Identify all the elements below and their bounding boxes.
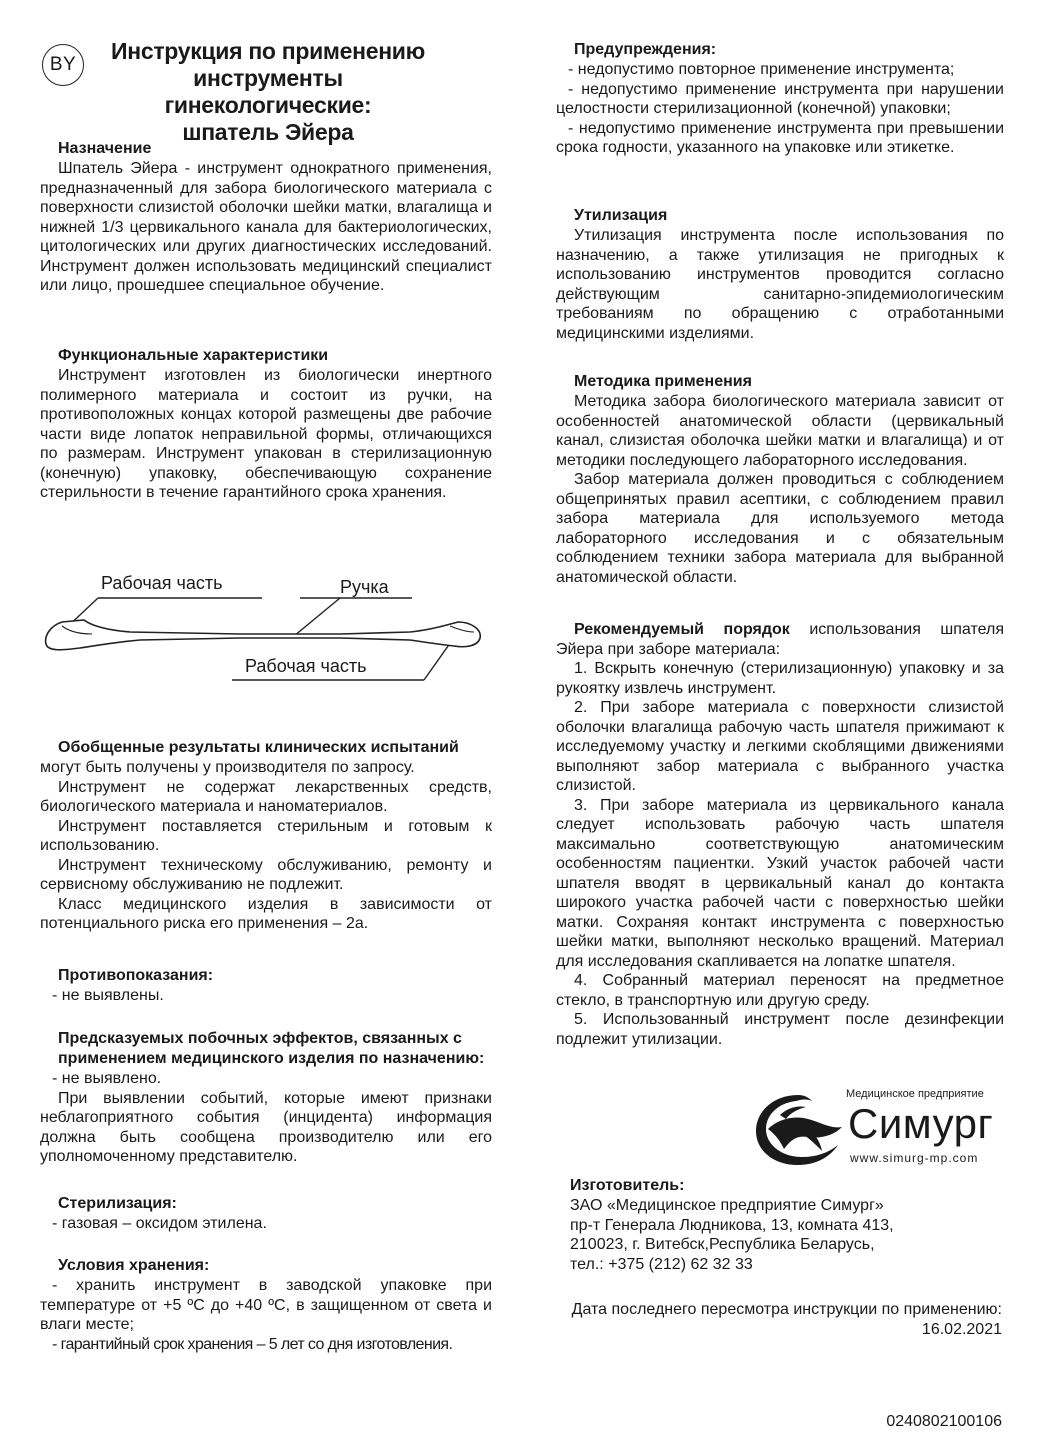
revision-date: 16.02.2021 [921, 1321, 1002, 1338]
side-effects-text-1: - не выявлено. [52, 1070, 162, 1087]
simurg-bird-icon [750, 1089, 846, 1169]
clinical-heading: Обобщенные результаты клинических испытаний [58, 739, 459, 756]
order-step-4: 4. Собранный материал переносят на предметное стекло, в транспортную или другую среду. [556, 972, 1004, 1009]
section-manufacturer [570, 1176, 990, 1274]
order-heading: Рекомендуемый порядок [574, 621, 790, 638]
order-step-2: 2. При заборе материала с поверхности слизистой оболочки влагалища рабочую часть шпателя прижимают к исследуемому участку и легкими скоблящими движениями выполняют забор материала с выбранного участка слизистой. [556, 699, 1004, 794]
section-clinical [40, 738, 492, 934]
section-disposal [556, 206, 1004, 343]
contraindications-text: - не выявлены. [52, 987, 164, 1004]
label-work-part-top: Рабочая часть [101, 573, 223, 593]
storage-text-1: - хранить инструмент в заводской упаковке при температуре от +5 ºС до +40 ºС, в защищенном от света и влаги месте; [40, 1277, 492, 1333]
section-purpose [40, 139, 492, 296]
functional-text: Инструмент изготовлен из биологически инертного полимерного материала и состоит из ручки, на противоположных концах которой размещены две рабочие части виде лопаток неправильной формы, отличающихся по размерам. Инструмент упакован в стерилизационную (конечную) упаковку, обеспечивающую сохранение стерильности в течение гарантийного срока хранения. [40, 367, 492, 501]
sterilization-heading: Стерилизация: [58, 1195, 177, 1212]
logo-url: www.simurg-mp.com [850, 1151, 979, 1165]
method-heading: Методика применения [574, 373, 752, 390]
warnings-text-1: - недопустимо повторное применение инструмента; [568, 61, 955, 78]
order-step-3: 3. При заборе материала из цервикального канала следует использовать рабочую часть шпателя максимально соответствующую анатомическим особенностям пациентки. Узкий участок рабочей части шпателя вводят в цервикальный канал до контакта широкого участка рабочей части с поверхностью шейки матки. Сохраняя контакт инструмента с поверхностью шейки матки, выполняют несколько вращений. Материал для исследования скапливается на лопатке шпателя. [556, 796, 1004, 970]
method-text-2: Забор материала должен проводиться с соблюдением общепринятых правил асептики, с соблюдением правил забора материала для используемого метода лабораторного исследования и с обязательным соблюдением техники забора материала для выбранной анатомической области. [556, 471, 1004, 586]
manufacturer-line-3: 210023, г. Витебск,Республика Беларусь, [570, 1236, 875, 1253]
clinical-text-4: Инструмент техническому обслуживанию, ремонту и сервисному обслуживанию не подлежит. [40, 856, 492, 893]
side-effects-heading-2: применением медицинского изделия по назначению: [58, 1050, 485, 1067]
order-step-5: 5. Использованный инструмент после дезинфекции подлежит утилизации. [556, 1011, 1004, 1048]
logo-caption: Медицинское предприятие [846, 1088, 984, 1100]
order-heading-rest: использования шпателя Эйера при заборе материала: [556, 621, 1004, 658]
manufacturer-line-1: ЗАО «Медицинское предприятие Симург» [570, 1197, 884, 1214]
manufacturer-line-4: тел.: +375 (212) 62 32 33 [570, 1255, 753, 1273]
manufacturer-line-2: пр-т Генерала Людникова, 13, комната 413, [570, 1216, 894, 1234]
order-intro [556, 620, 1004, 659]
section-contraindications [40, 966, 492, 1006]
title-line-3: шпатель Эйера [182, 119, 354, 145]
purpose-text: Шпатель Эйера - инструмент однократного применения, предназначенный для забора биологического материала с поверхности слизистой оболочки шейки матки, влагалища и нижней 1/3 цервикального канала для бактериологических, цитологических или других диагностических исследований. Инструмент должен использовать медицинский специалист или лицо, прошедшее специальное обучение. [40, 160, 492, 294]
side-effects-heading-1: Предсказуемых побочных эффектов, связанных с [58, 1030, 462, 1047]
purpose-heading: Назначение [58, 140, 152, 157]
section-functional [40, 346, 492, 503]
document-title [90, 38, 446, 146]
method-text-1: Методика забора биологического материала зависит от особенностей анатомической области (цервикальный канал, слизистая оболочка шейки матки и влагалища) и от методики последующего лабораторного исследования. [556, 393, 1004, 469]
disposal-text: Утилизация инструмента после использования по назначению, а также утилизация не пригодных к использованию инструментов проводится согласно действующим санитарно-эпидемиологическим требованиям по обращению с отработанными медицинскими изделиями. [556, 227, 1004, 342]
clinical-text-5: Класс медицинского изделия в зависимости от потенциального риска его применения – 2а. [40, 895, 492, 932]
label-handle: Ручка [340, 577, 389, 597]
disposal-heading: Утилизация [574, 207, 668, 224]
side-effects-text-2: При выявлении событий, которые имеют признаки неблагоприятного события (инцидента) информация должна быть сообщена производителю или его уполномоченному представителю. [40, 1089, 492, 1165]
spatula-diagram [40, 560, 492, 700]
country-badge: BY [42, 44, 84, 86]
clinical-text-3: Инструмент поставляется стерильным и готовым к использованию. [40, 817, 492, 854]
clinical-text-2: Инструмент не содержат лекарственных средств, биологического материала и наноматериалов. [40, 778, 492, 815]
warnings-text-3: - недопустимо применение инструмента при превышении срока годности, указанного на упаковке или этикетке. [556, 119, 1004, 156]
order-step-1: 1. Вскрыть конечную (стерилизационную) упаковку и за рукоятку извлечь инструмент. [556, 660, 1004, 697]
sterilization-text: - газовая – оксидом этилена. [52, 1215, 267, 1232]
label-work-part-bottom: Рабочая часть [245, 656, 367, 676]
section-order [556, 620, 1004, 1049]
revision-label: Дата последнего пересмотра инструкции по применению: [571, 1301, 1002, 1318]
clinical-text-1: могут быть получены у производителя по запросу. [40, 759, 415, 776]
section-side-effects [40, 1029, 492, 1167]
storage-heading: Условия хранения: [58, 1257, 210, 1274]
warnings-text-2: - недопустимо применение инструмента при нарушении целостности стерилизационной (конечной) упаковки; [556, 80, 1004, 117]
section-method [556, 372, 1004, 587]
title-line-2: инструменты гинекологические: [164, 65, 372, 118]
title-line-1: Инструкция по применению [111, 38, 425, 64]
revision-note [556, 1300, 1002, 1340]
document-code: 0240802100106 [886, 1413, 1002, 1430]
contraindications-heading: Противопоказания: [58, 967, 214, 984]
section-warnings [556, 40, 1004, 158]
storage-text-2: - гарантийный срок хранения – 5 лет со дня изготовления. [52, 1335, 453, 1353]
section-sterilization [40, 1194, 492, 1234]
warnings-heading: Предупреждения: [574, 41, 717, 58]
logo-name: Симург [848, 1100, 994, 1147]
manufacturer-heading: Изготовитель: [570, 1177, 685, 1194]
functional-heading: Функциональные характеристики [58, 347, 329, 364]
section-storage [40, 1256, 492, 1354]
company-logo [750, 1085, 1010, 1175]
